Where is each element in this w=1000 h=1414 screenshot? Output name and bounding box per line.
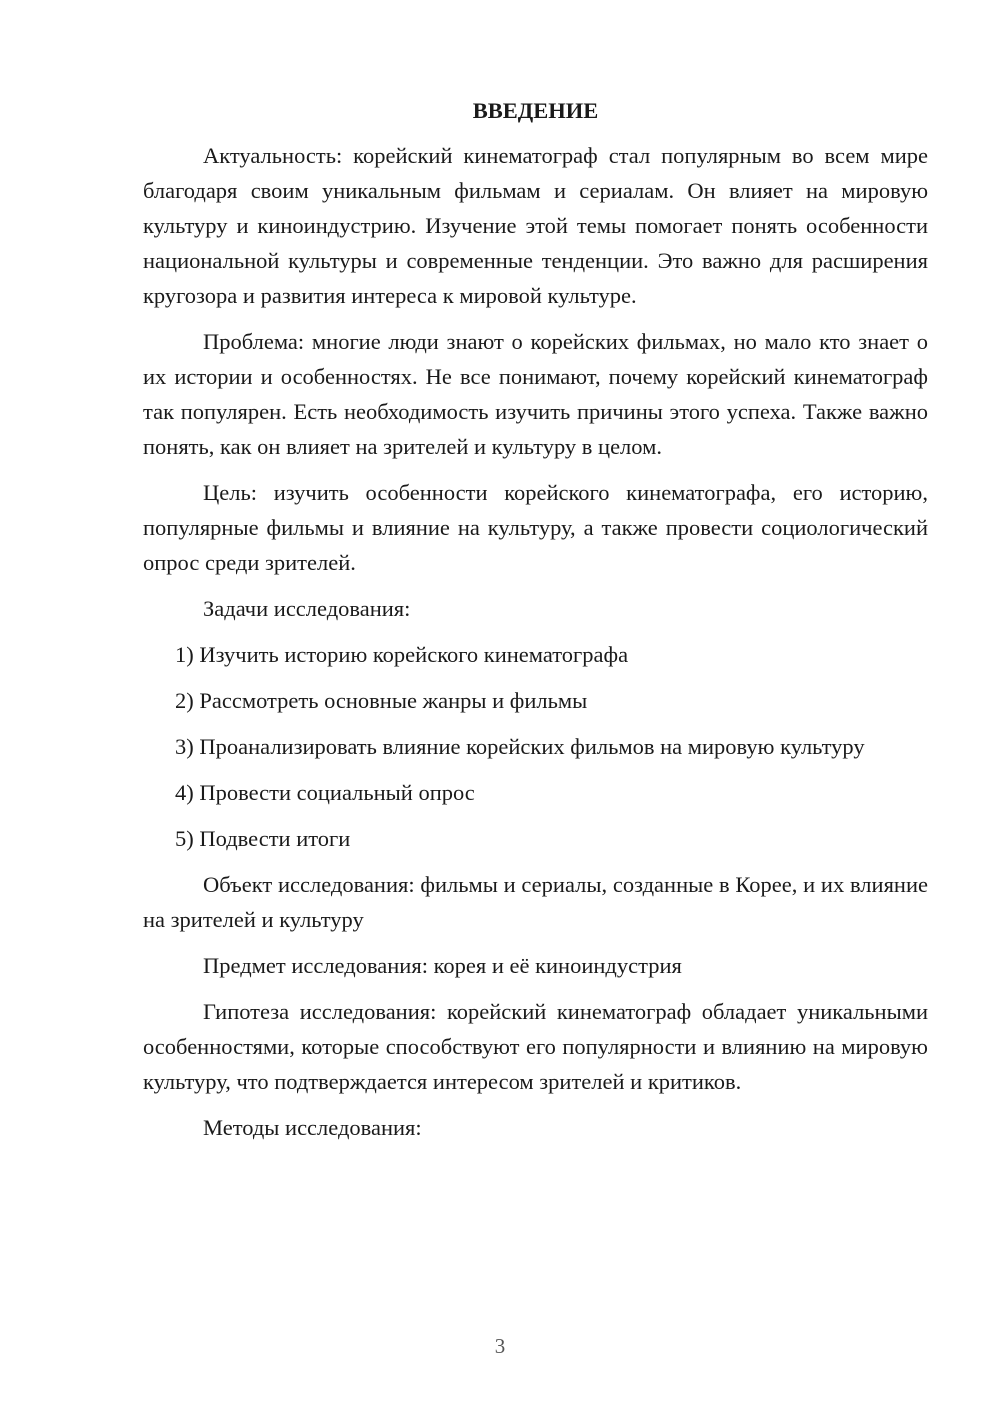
hypothesis-paragraph: Гипотеза исследования: корейский кинематограф обладает уникальными особенностями, которые способствуют его популярности и влиянию на мировую культуру, что подтверждается интересом зрителей и критиков. bbox=[143, 999, 928, 1094]
methods-heading: Методы исследования: bbox=[203, 1115, 422, 1140]
task-item: 5) Подвести итоги bbox=[175, 826, 351, 851]
tasks-heading: Задачи исследования: bbox=[203, 596, 411, 621]
task-item: 2) Рассмотреть основные жанры и фильмы bbox=[175, 688, 588, 713]
subject-paragraph: Предмет исследования: корея и её киноиндустрия bbox=[203, 953, 682, 978]
task-item: 1) Изучить историю корейского кинематографа bbox=[175, 642, 629, 667]
problem-paragraph: Проблема: многие люди знают о корейских фильмах, но мало кто знает о их истории и особенностях. Не все понимают, почему корейский кинематограф так популярен. Есть необходимость изучить причины этого успеха. Также важно понять, как он влияет на зрителей и культуру в целом. bbox=[143, 329, 928, 459]
relevance-paragraph: Актуальность: корейский кинематограф стал популярным во всем мире благодаря своим уникальным фильмам и сериалам. Он влияет на мировую культуру и киноиндустрию. Изучение этой темы помогает понять особенности национальной культуры и современные тенденции. Это важно для расширения кругозора и развития интереса к мировой культуре. bbox=[143, 143, 928, 308]
document-page bbox=[143, 96, 928, 1156]
section-heading: ВВЕДЕНИЕ bbox=[472, 98, 599, 123]
goal-paragraph: Цель: изучить особенности корейского кинематографа, его историю, популярные фильмы и влияние на культуру, а также провести социологический опрос среди зрителей. bbox=[143, 480, 928, 575]
task-item: 3) Проанализировать влияние корейских фильмов на мировую культуру bbox=[175, 734, 865, 759]
page-number: 3 bbox=[494, 1334, 506, 1358]
task-item: 4) Провести социальный опрос bbox=[175, 780, 475, 805]
object-paragraph: Объект исследования: фильмы и сериалы, созданные в Корее, и их влияние на зрителей и культуру bbox=[143, 872, 928, 932]
